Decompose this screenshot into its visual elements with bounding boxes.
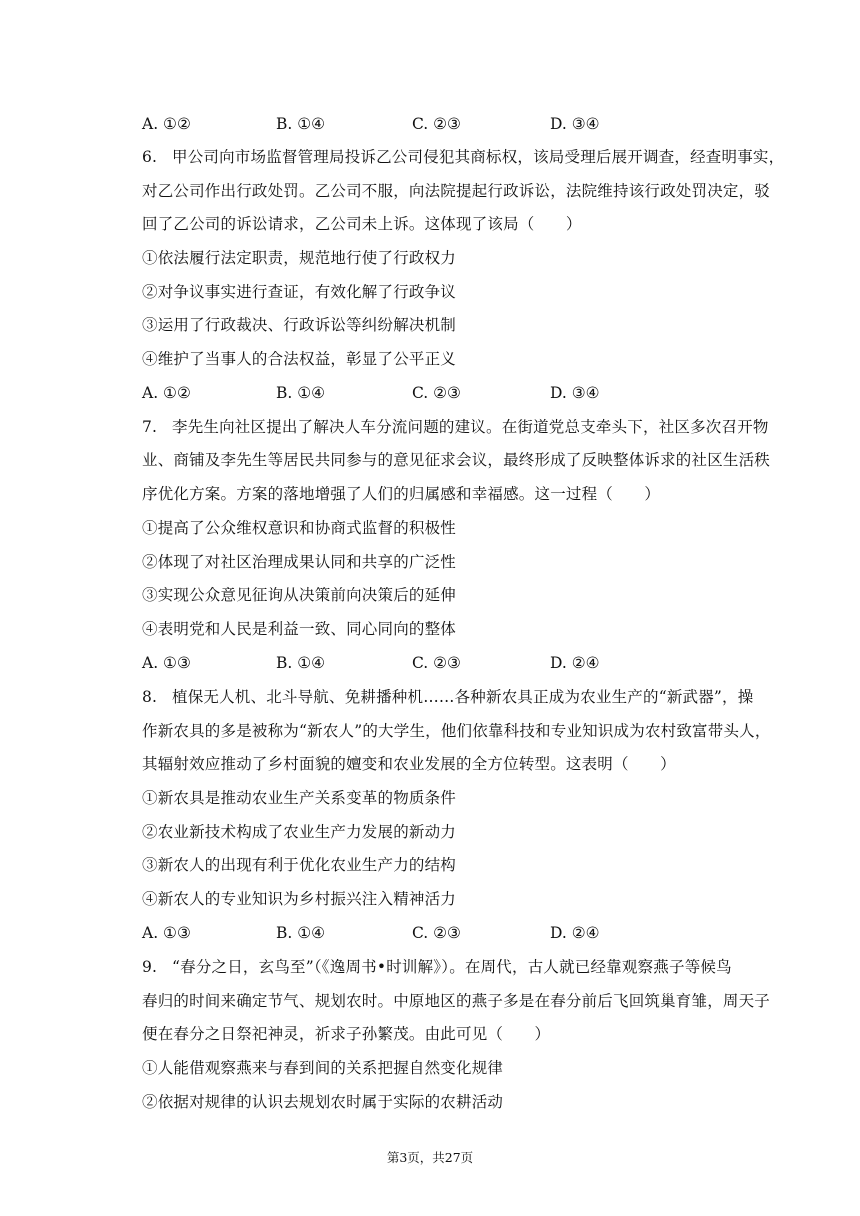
q6-option-c: C. ②③ bbox=[412, 384, 461, 402]
q7-item-2: ②体现了对社区治理成果认同和共享的广泛性 bbox=[142, 553, 457, 571]
q8-stem-line-3: 其辐射效应推动了乡村面貌的嬗变和农业发展的全方位转型。这表明（ ） bbox=[142, 755, 676, 773]
q7-item-1: ①提高了公众维权意识和协商式监督的积极性 bbox=[142, 519, 457, 537]
q6-stem-line-3: 回了乙公司的诉讼请求，乙公司未上诉。这体现了该局（ ） bbox=[142, 215, 582, 233]
q6-option-d: D. ③④ bbox=[550, 384, 600, 402]
q7-options bbox=[142, 653, 762, 673]
q5-option-b: B. ①④ bbox=[276, 115, 326, 133]
q7-stem-line-1: 7. 李先生向社区提出了解决人车分流问题的建议。在街道党总支牵头下，社区多次召开物 bbox=[142, 418, 769, 436]
q6-item-3: ③运用了行政裁决、行政诉讼等纠纷解决机制 bbox=[142, 316, 457, 334]
q7-option-a: A. ①③ bbox=[142, 654, 191, 672]
q9-stem-line-3: 便在春分之日祭祀神灵，祈求子孙繁茂。由此可见（ ） bbox=[142, 1025, 551, 1043]
q9-number: 9. bbox=[142, 958, 158, 976]
q6-item-1: ①依法履行法定职责，规范地行使了行政权力 bbox=[142, 249, 457, 267]
q6-stem-line-1: 6. 甲公司向市场监督管理局投诉乙公司侵犯其商标权，该局受理后展开调查，经查明事实， bbox=[142, 148, 785, 166]
q8-option-b: B. ①④ bbox=[276, 924, 326, 942]
q8-item-1: ①新农具是推动农业生产关系变革的物质条件 bbox=[142, 789, 457, 807]
q5-option-c: C. ②③ bbox=[412, 115, 461, 133]
q8-options bbox=[142, 923, 762, 943]
q6-number: 6. bbox=[142, 148, 158, 166]
q5-option-d: D. ③④ bbox=[550, 115, 600, 133]
q7-option-b: B. ①④ bbox=[276, 654, 326, 672]
q9-stem-line-1: 9. “春分之日，玄鸟至”（《逸周书•时训解》）。在周代，古人就已经靠观察燕子等候鸟 bbox=[142, 958, 732, 976]
q8-item-4: ④新农人的专业知识为乡村振兴注入精神活力 bbox=[142, 890, 457, 908]
q6-item-2: ②对争议事实进行查证，有效化解了行政争议 bbox=[142, 283, 457, 301]
q5-options bbox=[142, 114, 762, 134]
q7-item-3: ③实现公众意见征询从决策前向决策后的延伸 bbox=[142, 586, 457, 604]
q8-item-2: ②农业新技术构成了农业生产力发展的新动力 bbox=[142, 823, 457, 841]
q7-item-4: ④表明党和人民是利益一致、同心同向的整体 bbox=[142, 620, 457, 638]
q7-number: 7. bbox=[142, 418, 158, 436]
q9-item-1: ①人能借观察燕来与春到间的关系把握自然变化规律 bbox=[142, 1059, 504, 1077]
q7-option-c: C. ②③ bbox=[412, 654, 461, 672]
q8-item-3: ③新农人的出现有利于优化农业生产力的结构 bbox=[142, 856, 457, 874]
q8-stem-line-1: 8. 植保无人机、北斗导航、免耕播种机……各种新农具正成为农业生产的“新武器”，操 bbox=[142, 688, 754, 706]
q6-options bbox=[142, 383, 762, 403]
q8-option-a: A. ①③ bbox=[142, 924, 191, 942]
page-number-footer: 第3页，共27页 bbox=[386, 1150, 474, 1165]
q6-stem-line-2: 对乙公司作出行政处罚。乙公司不服，向法院提起行政诉讼，法院维持该行政处罚决定，驳 bbox=[142, 182, 771, 200]
q6-item-4: ④维护了当事人的合法权益，彰显了公平正义 bbox=[142, 350, 457, 368]
q7-option-d: D. ②④ bbox=[550, 654, 600, 672]
q8-number: 8. bbox=[142, 688, 158, 706]
q8-stem-line-2: 作新农具的多是被称为“新农人”的大学生，他们依靠科技和专业知识成为农村致富带头人， bbox=[142, 722, 771, 740]
q6-option-b: B. ①④ bbox=[276, 384, 326, 402]
q8-option-c: C. ②③ bbox=[412, 924, 461, 942]
q8-option-d: D. ②④ bbox=[550, 924, 600, 942]
q6-option-a: A. ①② bbox=[142, 384, 191, 402]
q9-stem-line-2: 春归的时间来确定节气、规划农时。中原地区的燕子多是在春分前后飞回筑巢育雏，周天子 bbox=[142, 992, 771, 1010]
q9-item-2: ②依据对规律的认识去规划农时属于实际的农耕活动 bbox=[142, 1093, 504, 1111]
q7-stem-line-2: 业、商铺及李先生等居民共同参与的意见征求会议，最终形成了反映整体诉求的社区生活秩 bbox=[142, 451, 771, 469]
q7-stem-line-3: 序优化方案。方案的落地增强了人们的归属感和幸福感。这一过程（ ） bbox=[142, 485, 661, 503]
q5-option-a: A. ①② bbox=[142, 115, 191, 133]
